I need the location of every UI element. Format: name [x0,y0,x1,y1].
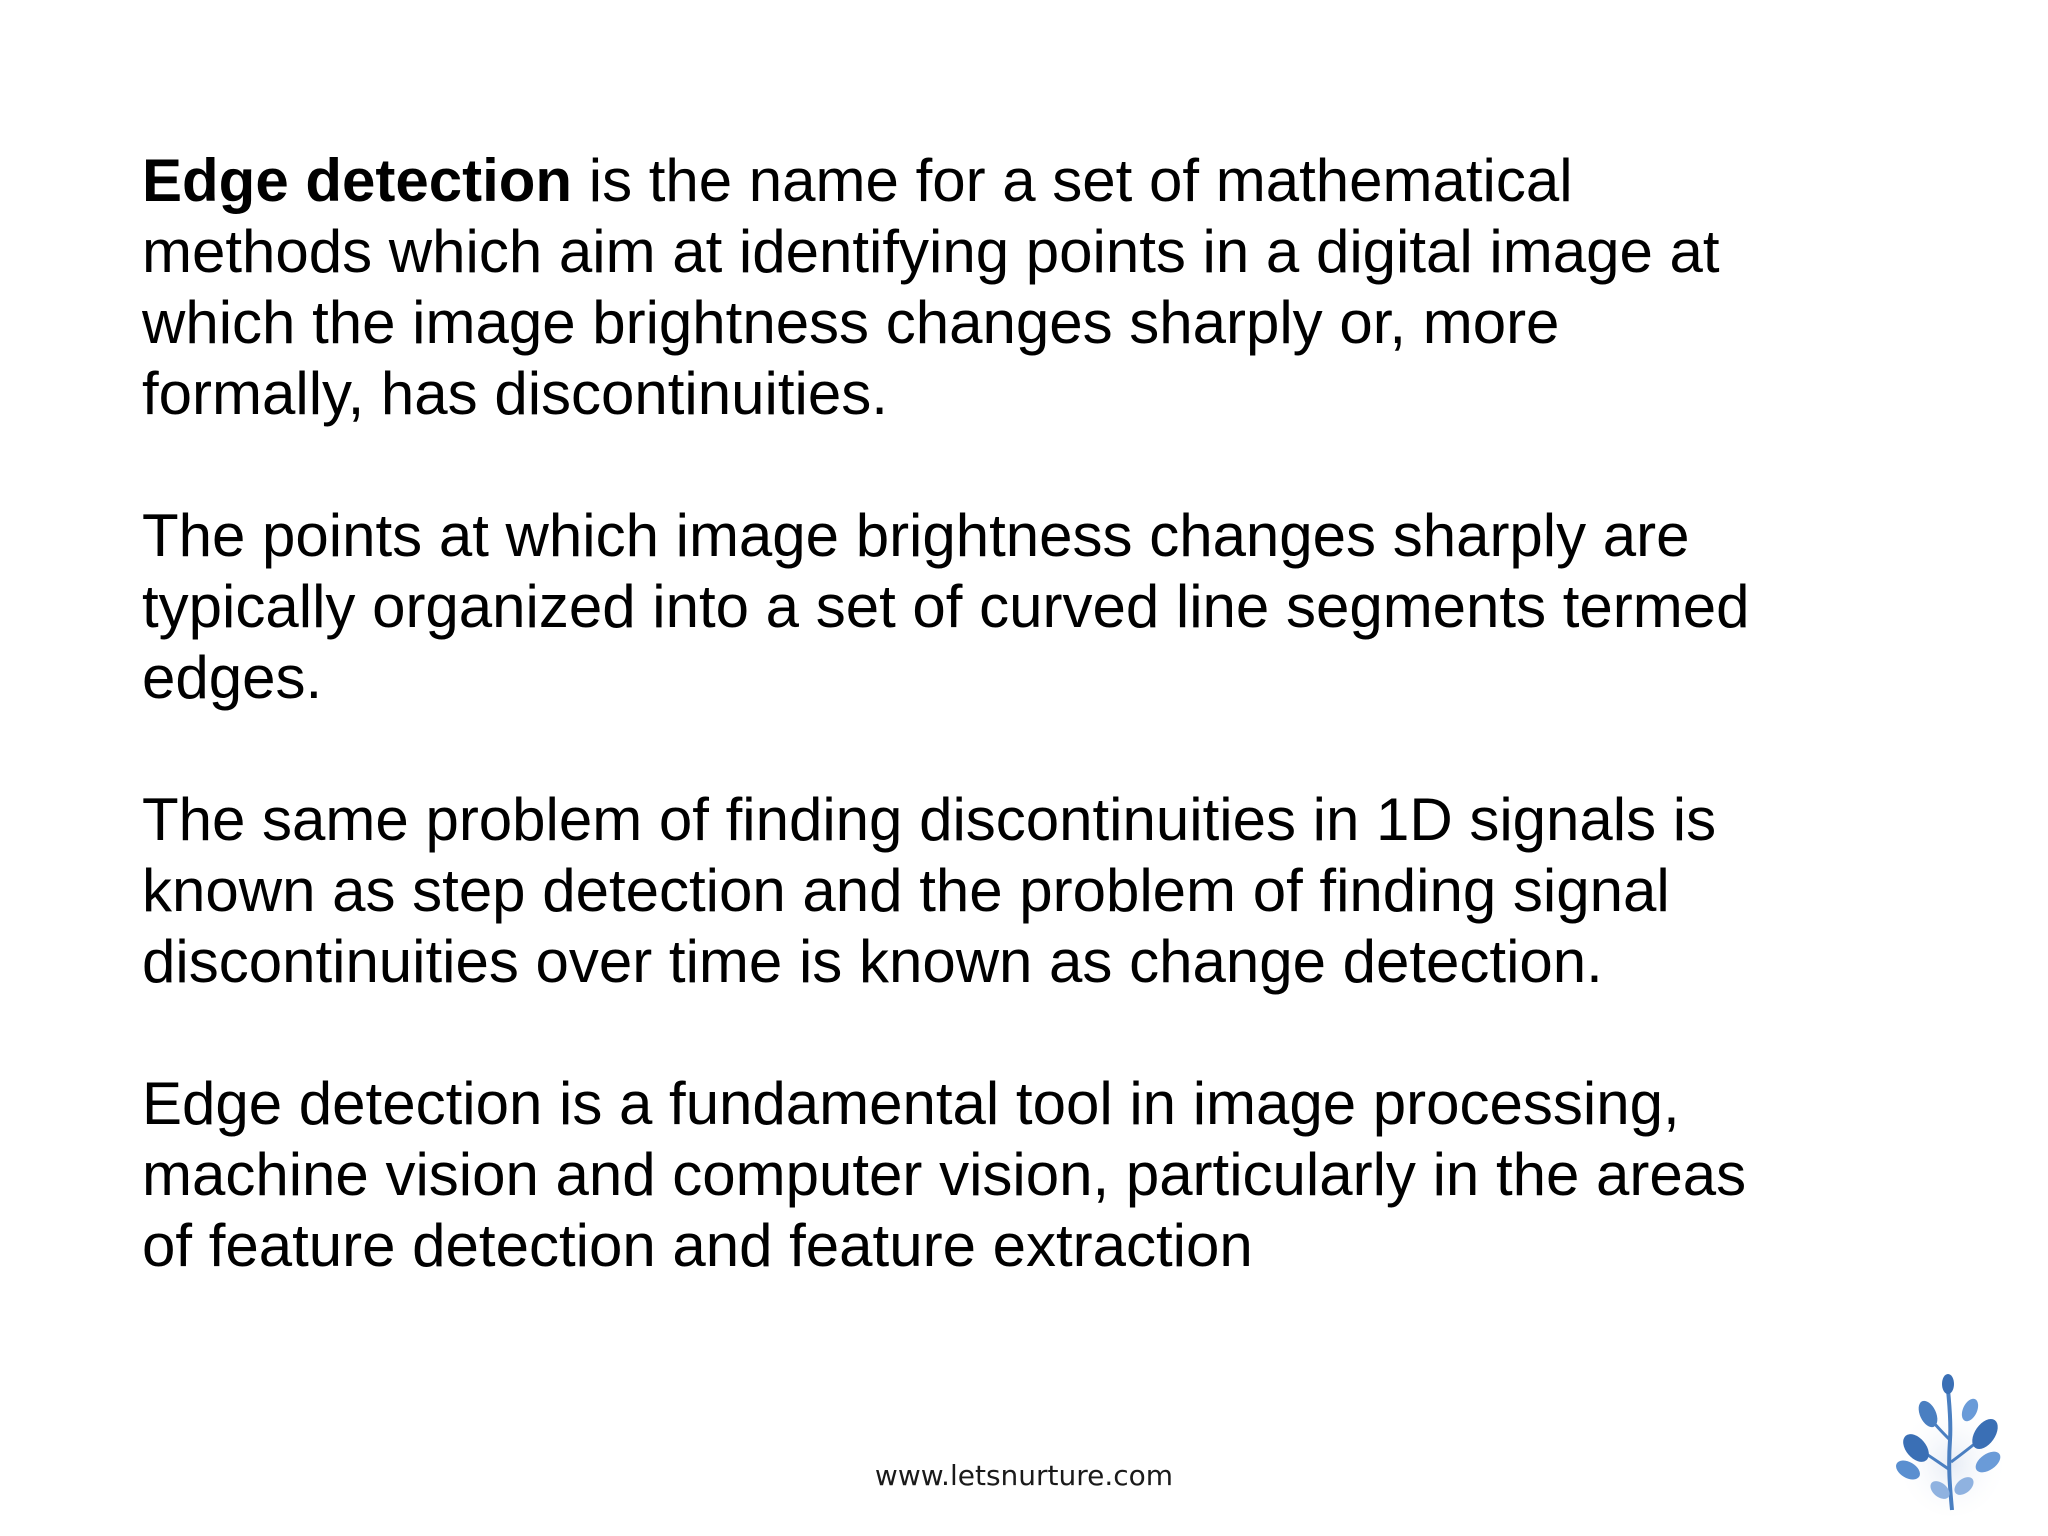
paragraph-2: The points at which image brightness changes sharply are typically organized into a set of curved line segments termed edges. [142,502,1750,711]
footer-url: www.letsnurture.com [874,1459,1174,1492]
paragraph-1 [142,145,1962,429]
paragraph-4: Edge detection is a fundamental tool in image processing, machine vision and computer vision, particularly in the areas of feature detection and feature extraction [142,1070,1747,1279]
leaf-plant-logo-icon [1890,1370,2010,1520]
slide-body [142,145,1962,1281]
bold-term: Edge detection [142,147,573,214]
paragraph-3: The same problem of finding discontinuities in 1D signals is known as step detection and the problem of finding signal discontinuities over time is known as change detection. [142,786,1717,995]
paragraph-1-text: is the name for a set of mathematical methods which aim at identifying points in a digital image at which the image brightness changes sharply or, more formally, has discontinuities. [142,147,1720,427]
